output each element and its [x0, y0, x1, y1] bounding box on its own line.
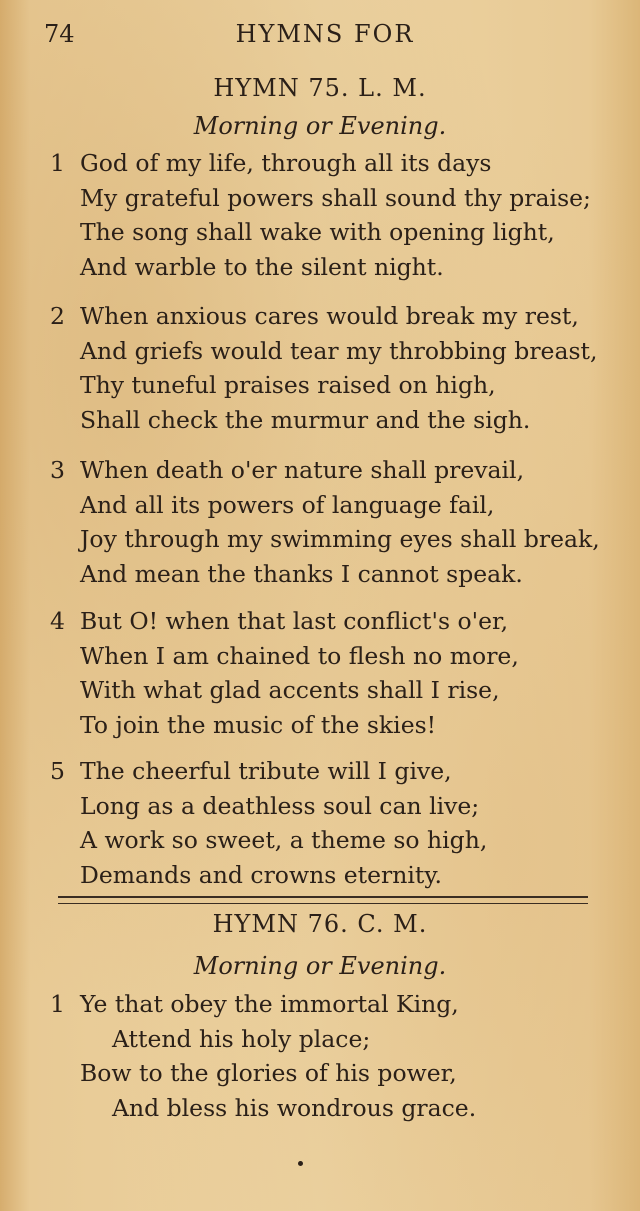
- verse-line: And griefs would tear my throbbing breast,: [80, 336, 598, 365]
- stanza: [50, 987, 630, 1125]
- page-header: [0, 16, 640, 52]
- stanza: [50, 146, 630, 284]
- verse-line: When death o'er nature shall prevail,: [80, 456, 525, 484]
- verse-line: Joy through my swimming eyes shall break,: [80, 525, 600, 553]
- stanza-number: 4: [50, 607, 65, 635]
- hymn-title: HYMN 75. L. M.: [213, 74, 427, 102]
- stanza-number: 3: [50, 456, 65, 484]
- verse-line: Demands and crowns eternity.: [80, 860, 442, 889]
- stanza-number: 5: [50, 757, 65, 785]
- verse-line: Bow to the glories of his power,: [80, 1059, 457, 1087]
- verse-line: And warble to the silent night.: [80, 252, 444, 281]
- hymn-subtitle: Morning or Evening.: [193, 112, 447, 140]
- stanza: [50, 754, 630, 892]
- verse-line: God of my life, through all its days: [80, 149, 492, 177]
- stanza-number: 1: [50, 149, 65, 177]
- verse-line: When I am chained to flesh no more,: [80, 641, 519, 670]
- stanza: [50, 299, 630, 437]
- hymn-title: HYMN 76. C. M.: [212, 910, 428, 938]
- verse-line: Shall check the murmur and the sigh.: [80, 405, 531, 434]
- verse-line: But O! when that last conflict's o'er,: [80, 607, 509, 635]
- hymn-subtitle: Morning or Evening.: [193, 952, 447, 980]
- verse-line: Attend his holy place;: [112, 1024, 371, 1053]
- verse-line: To join the music of the skies!: [80, 710, 437, 739]
- verse-line: Long as a deathless soul can live;: [80, 791, 480, 820]
- verse-line: The cheerful tribute will I give,: [80, 757, 452, 785]
- ornament-dot: [298, 1161, 303, 1166]
- stanza: [50, 604, 630, 742]
- verse-line: And mean the thanks I cannot speak.: [80, 559, 523, 588]
- running-head: HYMNS FOR: [235, 20, 415, 48]
- verse-line: Ye that obey the immortal King,: [80, 990, 459, 1018]
- verse-line: A work so sweet, a theme so high,: [80, 826, 488, 854]
- page-number: 74: [44, 20, 75, 48]
- verse-line: And bless his wondrous grace.: [112, 1093, 477, 1122]
- verse-line: With what glad accents shall I rise,: [80, 676, 500, 704]
- verse-line: When anxious cares would break my rest,: [80, 302, 579, 330]
- verse-line: Thy tuneful praises raised on high,: [80, 371, 496, 399]
- verse-line: My grateful powers shall sound thy praise;: [80, 183, 591, 212]
- stanza: [50, 453, 630, 591]
- verse-line: The song shall wake with opening light,: [80, 218, 555, 246]
- verse-line: And all its powers of language fail,: [80, 490, 495, 519]
- stanza-number: 1: [50, 990, 65, 1018]
- stanza-number: 2: [50, 302, 65, 330]
- section-divider: [58, 896, 588, 904]
